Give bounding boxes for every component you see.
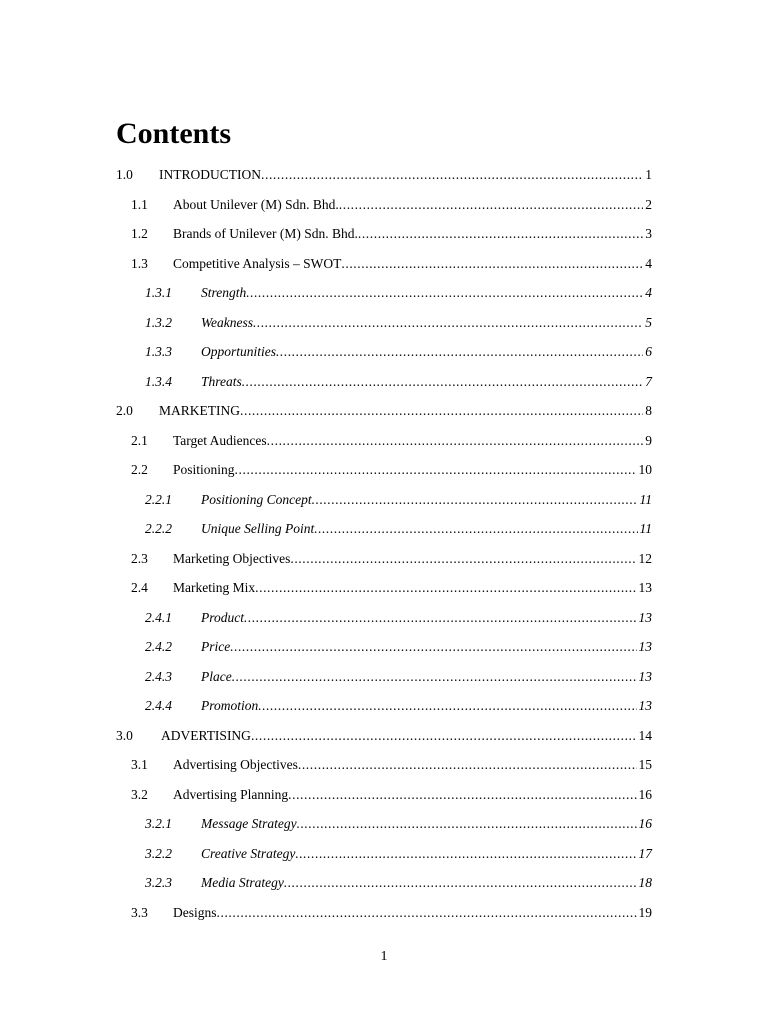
toc-entry[interactable] xyxy=(131,459,652,481)
toc-entry-number: 3.2.3 xyxy=(145,875,172,890)
dot-leader xyxy=(261,164,643,186)
toc-entry-number: 2.2 xyxy=(131,462,148,477)
toc-entry-page: 13 xyxy=(638,698,652,713)
dot-leader xyxy=(358,223,643,245)
toc-entry-number: 1.3 xyxy=(131,255,148,271)
toc-entry-number: 1.0 xyxy=(116,167,133,182)
toc-entry[interactable] xyxy=(145,872,652,894)
toc-entry-label: Competitive Analysis – SWOT xyxy=(173,255,342,271)
toc-entry-label: Positioning xyxy=(173,462,235,477)
toc-entry[interactable] xyxy=(131,902,652,924)
toc-entry-label: Advertising Planning xyxy=(173,786,289,802)
toc-entry[interactable] xyxy=(131,577,652,599)
dot-leader xyxy=(253,312,643,334)
toc-entry[interactable] xyxy=(131,784,652,806)
toc-entry-page: 12 xyxy=(638,550,652,566)
toc-entry-label: ADVERTISING xyxy=(161,727,251,743)
toc-entry-label: Opportunities xyxy=(201,344,277,359)
dot-leader xyxy=(258,695,636,717)
toc-entry-page: 5 xyxy=(645,314,652,330)
toc-entry-label: Marketing Objectives xyxy=(173,550,291,566)
toc-entry-page: 18 xyxy=(638,875,652,890)
dot-leader xyxy=(244,607,637,629)
dot-leader xyxy=(284,872,637,894)
toc-entry[interactable] xyxy=(145,518,652,540)
toc-entry-label: Advertising Objectives xyxy=(173,757,298,772)
dot-leader xyxy=(217,902,637,924)
dot-leader xyxy=(242,371,643,393)
toc-entry-page: 8 xyxy=(645,403,652,418)
toc-entry[interactable] xyxy=(145,666,652,688)
toc-entry-label: Marketing Mix xyxy=(173,580,256,595)
dot-leader xyxy=(246,282,643,304)
toc-entry-page: 11 xyxy=(639,491,652,507)
toc-entry-page: 4 xyxy=(645,285,652,300)
toc-entry-page: 14 xyxy=(638,727,652,743)
toc-entry-label: Media Strategy xyxy=(201,875,284,890)
toc-entry-number: 1.1 xyxy=(131,196,148,212)
toc-entry-label: Price xyxy=(201,639,231,654)
toc-entry-number: 1.2 xyxy=(131,226,148,241)
dot-leader xyxy=(240,400,643,422)
toc-entry-number: 3.0 xyxy=(116,727,133,743)
toc-entry[interactable] xyxy=(116,725,652,747)
toc-entry-page: 11 xyxy=(639,521,652,536)
toc-entry-label: Brands of Unilever (M) Sdn. Bhd. xyxy=(173,226,358,241)
toc-entry[interactable] xyxy=(116,400,652,422)
toc-entry[interactable] xyxy=(145,695,652,717)
toc-entry-label: Target Audiences xyxy=(173,432,267,448)
page-title: Contents xyxy=(116,117,232,150)
toc-entry-page: 13 xyxy=(638,580,652,595)
toc-entry[interactable] xyxy=(145,843,652,865)
toc-entry-label: Creative Strategy xyxy=(201,845,296,861)
toc-entry-label: About Unilever (M) Sdn. Bhd. xyxy=(173,196,339,212)
toc-entry-number: 2.3 xyxy=(131,550,148,566)
dot-leader xyxy=(230,636,636,658)
dot-leader xyxy=(288,784,636,806)
dot-leader xyxy=(255,577,636,599)
toc-entry-number: 1.3.4 xyxy=(145,373,172,389)
toc-entry[interactable] xyxy=(116,164,652,186)
toc-entry-label: Message Strategy xyxy=(201,816,297,831)
toc-entry-number: 1.3.1 xyxy=(145,285,172,300)
toc-entry-number: 2.1 xyxy=(131,432,148,448)
dot-leader xyxy=(295,843,636,865)
dot-leader xyxy=(235,459,637,481)
toc-entry[interactable] xyxy=(145,813,652,835)
toc-entry-number: 3.2.2 xyxy=(145,845,172,861)
toc-entry-label: Threats xyxy=(201,373,242,389)
toc-entry-number: 3.3 xyxy=(131,904,148,920)
toc-entry[interactable] xyxy=(131,223,652,245)
toc-entry-page: 13 xyxy=(638,609,652,625)
toc-entry-label: Promotion xyxy=(201,698,259,713)
toc-entry-number: 1.3.3 xyxy=(145,344,172,359)
toc-entry-number: 2.4.2 xyxy=(145,639,172,654)
toc-entry-page: 3 xyxy=(645,226,652,241)
toc-entry-page: 4 xyxy=(645,255,652,271)
toc-entry-label: Place xyxy=(201,668,232,684)
toc-entry-number: 2.2.1 xyxy=(145,491,172,507)
toc-entry-number: 2.4.1 xyxy=(145,609,172,625)
toc-entry-page: 6 xyxy=(645,344,652,359)
toc-entry-page: 1 xyxy=(645,167,652,182)
toc-entry[interactable] xyxy=(145,636,652,658)
toc-entry[interactable] xyxy=(145,489,652,511)
dot-leader xyxy=(298,754,637,776)
toc-entry-number: 2.4.4 xyxy=(145,698,172,713)
dot-leader xyxy=(290,548,636,570)
dot-leader xyxy=(251,725,637,747)
toc-entry[interactable] xyxy=(131,754,652,776)
dot-leader xyxy=(232,666,637,688)
toc-entry-label: Product xyxy=(201,609,244,625)
toc-entry-label: Weakness xyxy=(201,314,253,330)
toc-entry[interactable] xyxy=(131,194,652,216)
toc-entry[interactable] xyxy=(131,253,652,275)
toc-entry-number: 2.4 xyxy=(131,580,148,595)
toc-entry[interactable] xyxy=(145,282,652,304)
dot-leader xyxy=(341,253,643,275)
toc-entry-number: 1.3.2 xyxy=(145,314,172,330)
toc-entry-page: 15 xyxy=(638,757,652,772)
toc-entry[interactable] xyxy=(145,312,652,334)
dot-leader xyxy=(314,518,637,540)
toc-entry[interactable] xyxy=(145,607,652,629)
toc-entry-number: 3.2.1 xyxy=(145,816,172,831)
toc-entry-label: INTRODUCTION xyxy=(159,167,261,182)
toc-entry-number: 3.1 xyxy=(131,757,148,772)
toc-entry-number: 2.0 xyxy=(116,403,133,418)
toc-entry-page: 13 xyxy=(638,668,652,684)
dot-leader xyxy=(276,341,643,363)
toc-entry[interactable] xyxy=(131,548,652,570)
toc-entry[interactable] xyxy=(145,371,652,393)
toc-entry-label: Strength xyxy=(201,285,247,300)
toc-entry-number: 3.2 xyxy=(131,786,148,802)
toc-entry-page: 19 xyxy=(638,904,652,920)
toc-entry-label: MARKETING xyxy=(159,403,240,418)
toc-entry-page: 10 xyxy=(638,462,652,477)
toc-entry[interactable] xyxy=(131,430,652,452)
toc-entry-page: 13 xyxy=(638,639,652,654)
dot-leader xyxy=(312,489,638,511)
toc-entry[interactable] xyxy=(145,341,652,363)
toc-entry-number: 2.4.3 xyxy=(145,668,172,684)
toc-entry-page: 16 xyxy=(638,816,652,831)
dot-leader xyxy=(339,194,644,216)
toc-entry-page: 2 xyxy=(645,196,652,212)
toc-entry-page: 16 xyxy=(638,786,652,802)
toc-entry-number: 2.2.2 xyxy=(145,521,172,536)
page-number: 1 xyxy=(380,949,388,964)
toc-entry-page: 7 xyxy=(645,373,652,389)
toc-entry-label: Unique Selling Point xyxy=(201,521,315,536)
dot-leader xyxy=(267,430,644,452)
toc-entry-label: Designs xyxy=(173,904,217,920)
dot-leader xyxy=(297,813,637,835)
toc-entry-page: 17 xyxy=(638,845,652,861)
toc-entry-page: 9 xyxy=(645,432,652,448)
toc-entry-label: Positioning Concept xyxy=(201,491,312,507)
